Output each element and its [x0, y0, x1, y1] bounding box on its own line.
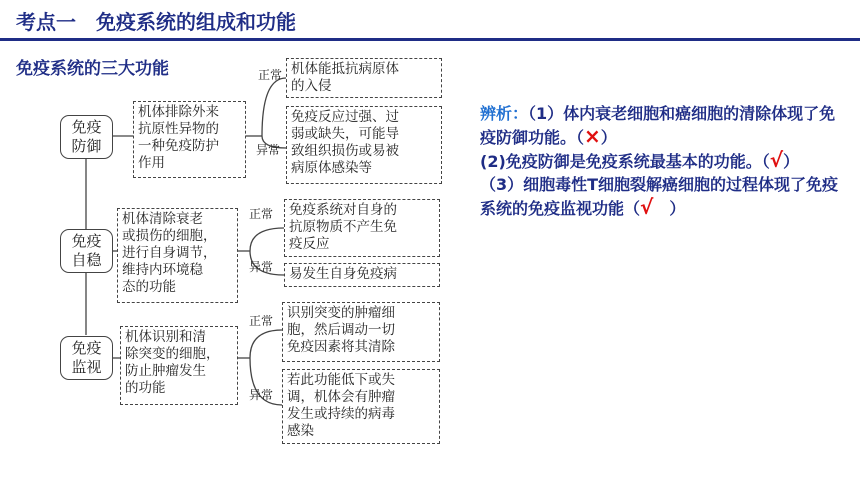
branch-homeostasis-normal [250, 228, 284, 251]
check-mark-icon: √ [769, 148, 784, 172]
function-box-surveillance: 免疫 监视 [60, 336, 113, 380]
analysis-lead: 辨析： [480, 104, 529, 123]
analysis-panel [480, 102, 840, 220]
result-surveillance-abnormal: 若此功能低下或失 调，机体会有肿瘤 发生或持续的病毒 感染 [282, 369, 440, 444]
result-defense-abnormal: 免疫反应过强、过 弱或缺失，可能导 致组织损伤或易被 病原体感染等 [286, 106, 442, 184]
analysis-item-2-close: ） [783, 152, 800, 171]
branch-label-surveillance-abnormal: 异常 [249, 388, 274, 402]
analysis-item-2-text: (2)免疫防御是免疫系统最基本的功能。（ [480, 152, 770, 171]
result-homeostasis-abnormal: 易发生自身免疫病 [284, 263, 440, 287]
cross-mark-icon: × [584, 124, 601, 148]
function-box-homeostasis: 免疫 自稳 [60, 229, 113, 273]
analysis-item-1 [480, 102, 840, 149]
description-defense: 机体排除外来 抗原性异物的 一种免疫防护 作用 [133, 101, 246, 178]
analysis-item-3-text: （3）细胞毒性T细胞裂解癌细胞的过程体现了免疫系统的免疫监视功能（ [480, 175, 839, 218]
description-homeostasis: 机体清除衰老 或损伤的细胞， 进行自身调节， 维持内环境稳 态的功能 [117, 208, 238, 303]
result-defense-normal: 机体能抵抗病原体 的入侵 [286, 58, 442, 98]
branch-label-homeostasis-abnormal: 异常 [249, 260, 274, 274]
description-surveillance: 机体识别和清 除突变的细胞， 防止肿瘤发生 的功能 [120, 326, 238, 405]
analysis-item-3-close: ） [653, 199, 686, 218]
branch-label-surveillance-normal: 正常 [249, 314, 274, 328]
branch-surveillance-normal [250, 330, 282, 358]
analysis-item-1-close: ） [600, 128, 617, 147]
check-mark-icon: √ [640, 195, 654, 219]
analysis-item-1-text: （1）体内衰老细胞和癌细胞的清除体现了免疫防御功能。（ [480, 104, 836, 147]
branch-defense-normal [262, 78, 286, 136]
branch-label-defense-abnormal: 异常 [256, 143, 281, 157]
result-surveillance-normal: 识别突变的肿瘤细 胞，然后调动一切 免疫因素将其清除 [282, 302, 440, 362]
function-box-defense: 免疫 防御 [60, 115, 113, 159]
page-header-title: 考点一 免疫系统的组成和功能 [16, 10, 296, 34]
result-homeostasis-normal: 免疫系统对自身的 抗原物质不产生免 疫反应 [284, 199, 440, 257]
analysis-item-2 [480, 149, 840, 173]
branch-label-homeostasis-normal: 正常 [249, 207, 274, 221]
analysis-item-3 [480, 173, 840, 220]
section-title: 免疫系统的三大功能 [16, 59, 169, 79]
branch-label-defense-normal: 正常 [258, 68, 283, 82]
